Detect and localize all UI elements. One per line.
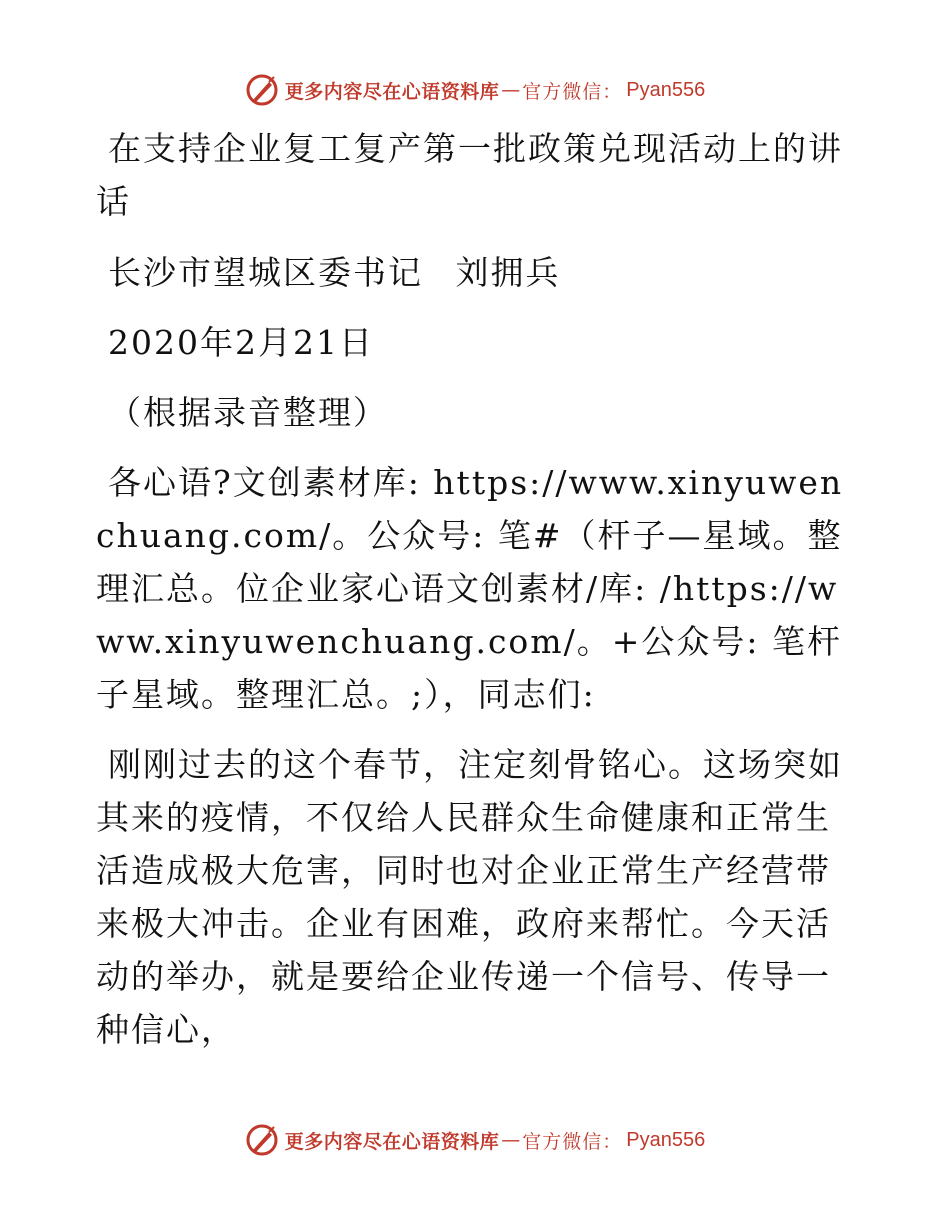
wechat-label: 官方微信：: [522, 1130, 623, 1153]
header-watermark-banner: [0, 70, 950, 110]
quill-logo-icon: [245, 1123, 279, 1157]
document-byline: 长沙市望城区委书记 刘拥兵: [108, 253, 561, 292]
wechat-label: 官方微信：: [522, 80, 623, 103]
promo-dash: —: [501, 1129, 521, 1151]
document-title: 在支持企业复工复产第一批政策兑现活动上的讲话: [96, 129, 843, 221]
wechat-id: Pyan556: [626, 1128, 706, 1151]
watermark-paragraph: 各心语?文创素材库: https://www.xinyuwenchuang.com/。公众号: 笔#（杆子—星域。整理汇总。位企业家心语文创素材/库: /https://www.xinyuwenchuang.com/。+公众号: 笔杆子星域。整理汇总。;），同志们:: [96, 463, 844, 714]
wechat-id: Pyan556: [626, 78, 706, 101]
promo-dash: —: [501, 79, 521, 101]
footer-watermark-banner: [0, 1120, 950, 1160]
document-date: 2020年2月21日: [108, 323, 374, 362]
quill-logo-icon: [245, 73, 279, 107]
promo-text: 更多内容尽在心语资料库: [284, 1130, 500, 1153]
promo-text: 更多内容尽在心语资料库: [284, 80, 500, 103]
body-paragraph: 刚刚过去的这个春节，注定刻骨铭心。这场突如其来的疫情，不仅给人民群众生命健康和正常生活造成极大危害，同时也对企业正常生产经营带来极大冲击。企业有困难，政府来帮忙。今天活动的举办，就是要给企业传递一个信号、传导一种信心，: [96, 745, 843, 1049]
document-note: （根据录音整理）: [108, 393, 388, 432]
document-body: [96, 122, 856, 1073]
